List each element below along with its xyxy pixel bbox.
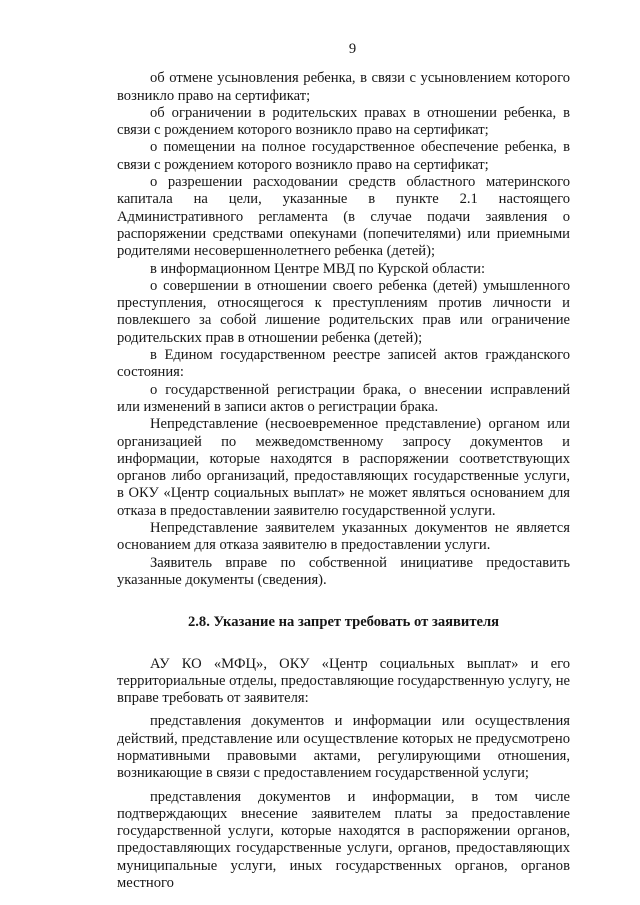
paragraph: о совершении в отношении своего ребенка (детей) умышленного преступления, относящегося к преступлениям против личности и повлекшего за собой лишение родительских прав или ограничение родительских прав в отношении ребенка (детей); [117,277,570,346]
paragraph: о разрешении расходовании средств областного материнского капитала на цели, указанные в пункте 2.1 настоящего Административного регламента (в случае подачи заявления о распоряжении средствами опекунами (попечителями) или приемными родителями несовершеннолетнего ребенка (детей); [117,174,570,260]
paragraph: в Едином государственном реестре записей актов гражданского состояния: [117,347,570,381]
paragraph: представления документов и информации или осуществления действий, представление или осуществление которых не предусмотрено нормативными правовыми актами, регулирующими отношения, возникающие в связи с предоставлением государственной услуги; [117,713,570,782]
paragraph: о помещении на полное государственное обеспечение ребенка, в связи с рождением которого возникло право на сертификат; [117,139,570,173]
paragraph: Заявитель вправе по собственной инициативе предоставить указанные документы (сведения). [117,554,570,588]
section-heading: 2.8. Указание на запрет требовать от заявителя [187,614,500,631]
paragraph: об ограничении в родительских правах в отношении ребенка, в связи с рождением которого возникло право на сертификат; [117,104,570,139]
paragraph: Непредставление (несвоевременное представление) органом или организацией по межведомственному запросу документов и информации, которые находятся в распоряжении соответствующих органов либо организаций, предоставляющих государственные услуги, в ОКУ «Центр социальных выплат» не может являться основанием для отказа в предоставлении заявителю государственной услуги. [117,416,570,519]
paragraph: АУ КО «МФЦ», ОКУ «Центр социальных выплат» и его территориальные отделы, предоставляющие государственную услугу, не вправе требовать от заявителя: [117,655,570,707]
page-number: 9 [348,41,357,57]
paragraph: в информационном Центре МВД по Курской области: [150,260,486,277]
paragraph: о государственной регистрации брака, о внесении исправлений или изменений в записи актов о регистрации брака. [117,381,570,415]
paragraph: представления документов и информации, в том числе подтверждающих внесение заявителем платы за предоставление государственной услуги, которые находятся в распоряжении органов, предоставляющих государственные услуги, органов, предоставляющих муниципальные услуги, иных государственных органов, органов местного [117,788,570,892]
paragraph: Непредставление заявителем указанных документов не является основанием для отказа заявителю в предоставлении услуги. [117,520,570,554]
paragraph: об отмене усыновления ребенка, в связи с усыновлением которого возникло право на сертификат; [117,70,570,104]
